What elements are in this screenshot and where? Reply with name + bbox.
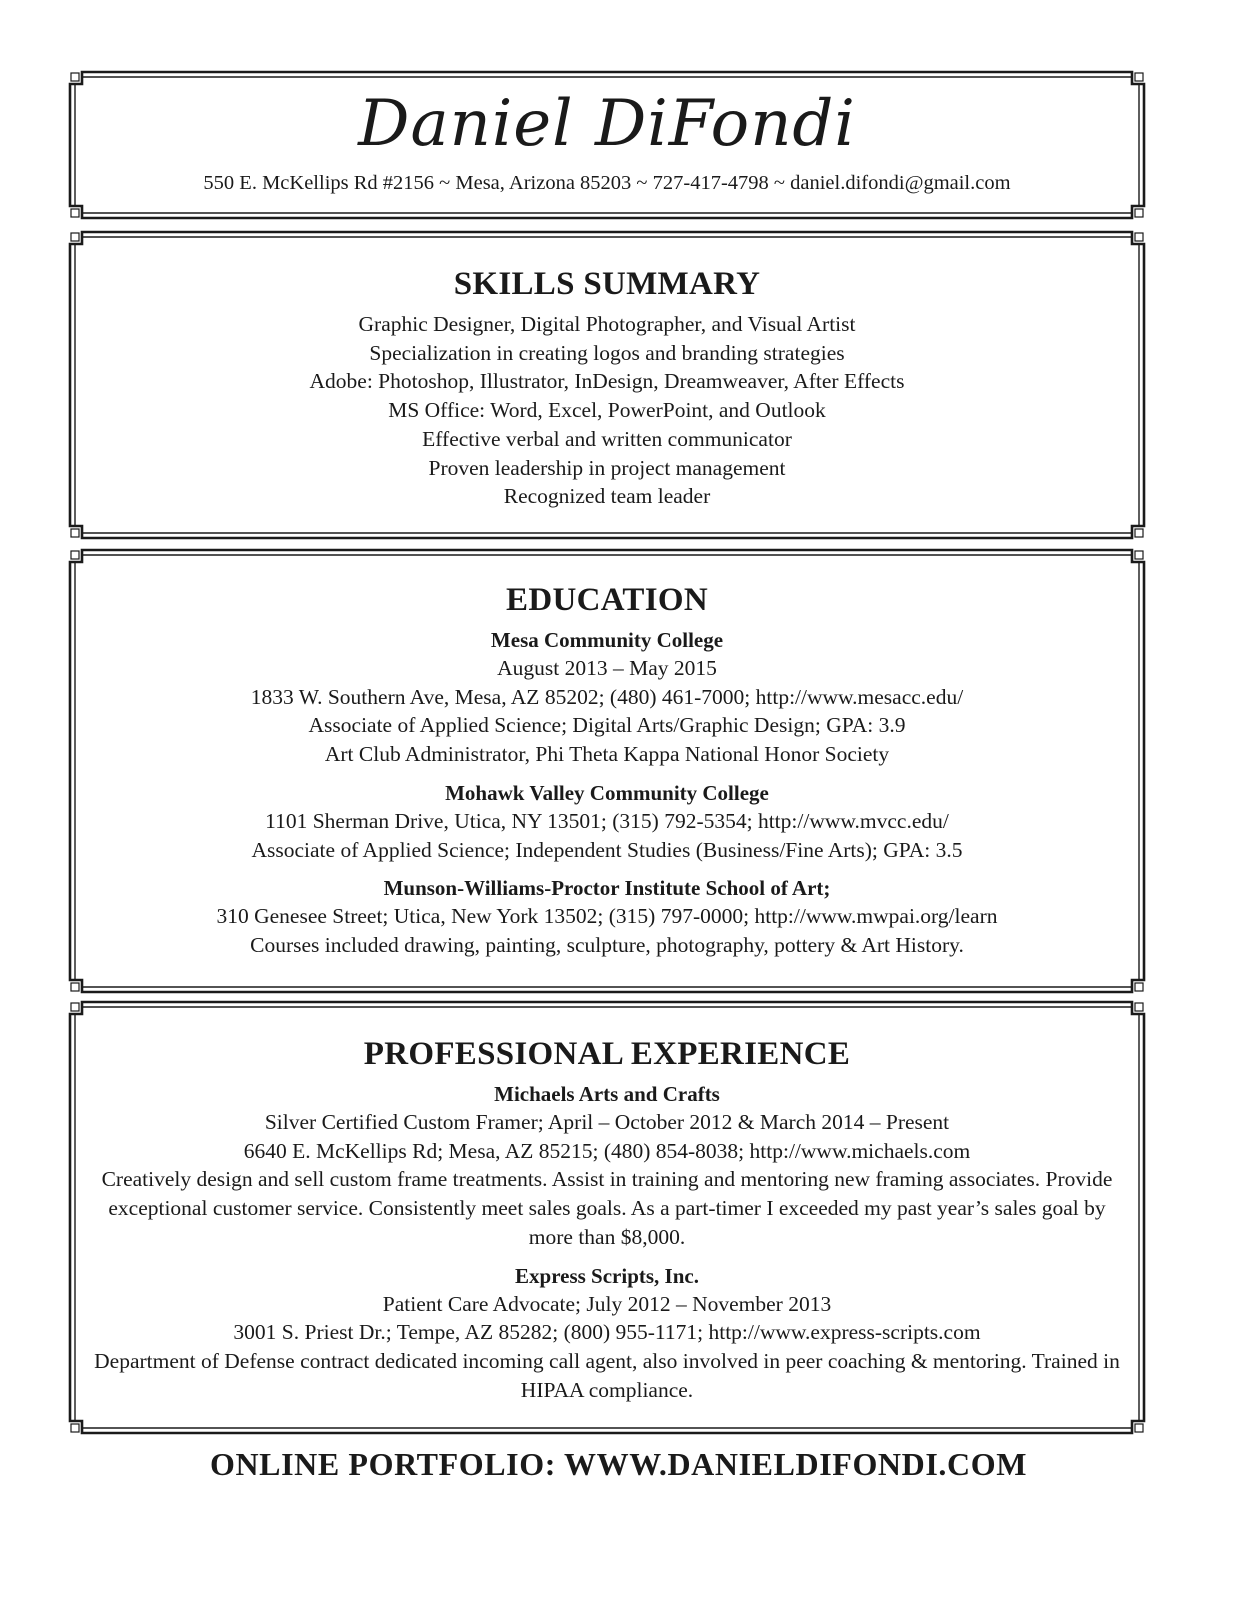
school-detail: Associate of Applied Science; Digital Arts/Graphic Design; GPA: 3.9: [308, 713, 906, 738]
portfolio-footer: ONLINE PORTFOLIO: WWW.DANIELDIFONDI.COM: [209, 1446, 1028, 1482]
education-title: EDUCATION: [506, 582, 708, 618]
job-address: 6640 E. McKellips Rd; Mesa, AZ 85215; (480) 854-8038; http://www.michaels.com: [243, 1138, 971, 1163]
education-panel: [68, 548, 1146, 994]
skill-item: Proven leadership in project management: [428, 455, 786, 480]
contact-line: 550 E. McKellips Rd #2156 ~ Mesa, Arizona 85203 ~ 727-417-4798 ~ daniel.difondi@gmail.com: [203, 172, 1011, 194]
company-name: Michaels Arts and Crafts: [494, 1082, 720, 1106]
experience-title: PROFESSIONAL EXPERIENCE: [363, 1036, 851, 1072]
skill-item: Graphic Designer, Digital Photographer, and Visual Artist: [358, 312, 856, 336]
school-detail: Art Club Administrator, Phi Theta Kappa National Honor Society: [324, 742, 890, 767]
school-detail: 310 Genesee Street; Utica, New York 13502; (315) 797-0000; http://www.mwpai.org/learn: [216, 904, 998, 929]
school-name: Mohawk Valley Community College: [445, 780, 769, 805]
job-address: 3001 S. Priest Dr.; Tempe, AZ 85282; (800) 955-1171; http://www.express-scripts.com: [233, 1320, 981, 1345]
skills-title: SKILLS SUMMARY: [453, 266, 761, 302]
school-detail: Courses included drawing, painting, sculpture, photography, pottery & Art History.: [250, 932, 964, 957]
job-role: Silver Certified Custom Framer; April – October 2012 & March 2014 – Present: [264, 1110, 950, 1134]
skill-item: Specialization in creating logos and branding strategies: [369, 340, 845, 365]
job-description: Creatively design and sell custom frame treatments. Assist in training and mentoring new framing associates. Provide exceptional customer service. Consistently meet sales goals. As a part-timer I exceeded my past year’s sales goal by more than $8,000.: [101, 1167, 1113, 1249]
skill-item: MS Office: Word, Excel, PowerPoint, and Outlook: [388, 398, 826, 423]
company-name: Express Scripts, Inc.: [515, 1263, 699, 1288]
skill-item: Recognized team leader: [503, 484, 711, 509]
school-detail: 1101 Sherman Drive, Utica, NY 13501; (315) 792-5354; http://www.mvcc.edu/: [265, 808, 949, 833]
experience-panel: [68, 1000, 1146, 1435]
school-name: Munson-Williams-Proctor Institute School of Art;: [383, 876, 831, 901]
skill-item: Effective verbal and written communicator: [422, 426, 792, 451]
job-role: Patient Care Advocate; July 2012 – November 2013: [382, 1291, 832, 1316]
school-detail: Associate of Applied Science; Independent Studies (Business/Fine Arts); GPA: 3.5: [251, 837, 963, 862]
header-panel: [68, 70, 1146, 220]
resume-name: Daniel DiFondi: [358, 87, 856, 161]
skills-panel: [68, 230, 1146, 540]
job-description: Department of Defense contract dedicated incoming call agent, also involved in peer coaching & mentoring. Trained in HIPAA compliance.: [94, 1348, 1120, 1402]
school-detail: August 2013 – May 2015: [497, 656, 717, 680]
school-detail: 1833 W. Southern Ave, Mesa, AZ 85202; (480) 461-7000; http://www.mesacc.edu/: [250, 684, 964, 709]
school-name: Mesa Community College: [490, 628, 724, 652]
skill-item: Adobe: Photoshop, Illustrator, InDesign, Dreamweaver, After Effects: [309, 369, 905, 394]
